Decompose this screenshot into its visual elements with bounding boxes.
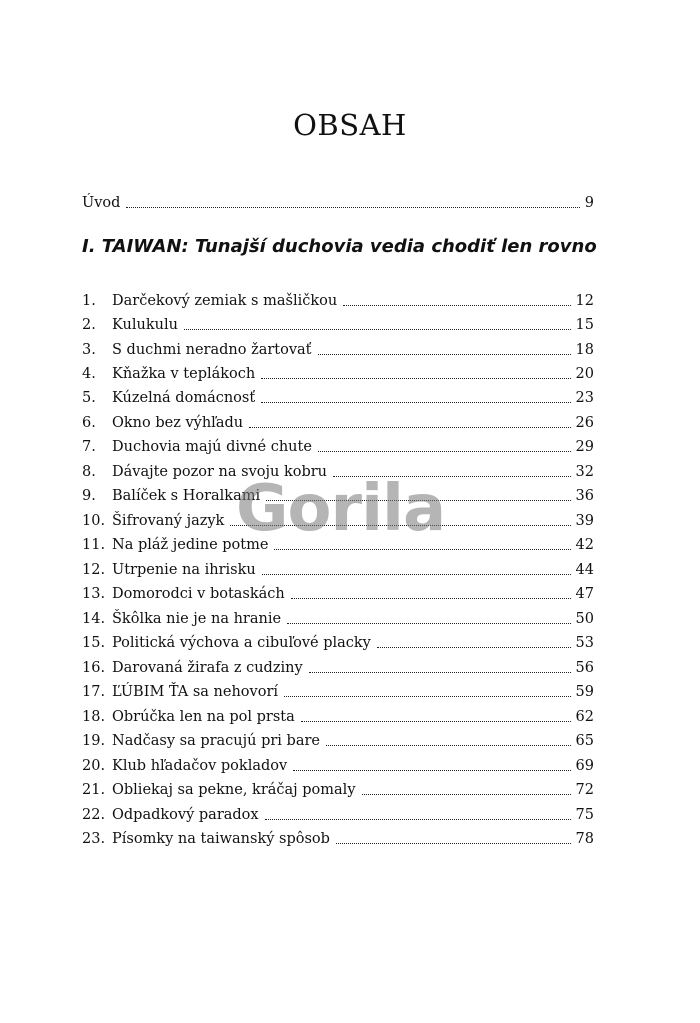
- toc-row: [82, 775, 594, 799]
- toc-row-title: Domorodci v botaskách: [112, 586, 285, 602]
- toc-row: [82, 824, 594, 848]
- toc-row-page: 72: [575, 782, 594, 798]
- dot-leader: [326, 745, 571, 746]
- toc-row: [82, 726, 594, 750]
- dot-leader: [362, 794, 571, 795]
- toc-row-title: Kňažka v teplákoch: [112, 366, 256, 382]
- toc-row-page: 42: [575, 537, 594, 553]
- toc-row-title: ĽÚBIM ŤA sa nehovorí: [112, 684, 279, 700]
- toc-row-number: 23.: [82, 831, 106, 847]
- toc-row-number: 18.: [82, 709, 106, 725]
- toc-row-number: 20.: [82, 758, 106, 774]
- dot-leader: [318, 451, 571, 452]
- dot-leader: [301, 721, 571, 722]
- watermark-logo: Gorila: [236, 472, 446, 546]
- toc-row-number: 12.: [82, 562, 106, 578]
- toc-row-page: 12: [575, 293, 594, 309]
- dot-leader: [284, 696, 571, 697]
- toc-row-number: 6.: [82, 415, 96, 431]
- dot-leader: [287, 623, 571, 624]
- dot-leader: [184, 329, 571, 330]
- toc-row: [82, 481, 594, 505]
- toc-row-number: 4.: [82, 366, 96, 382]
- toc-row: [82, 604, 594, 628]
- dot-leader: [265, 819, 571, 820]
- toc-row: [82, 677, 594, 701]
- toc-row-page: 53: [575, 635, 594, 651]
- toc-row-page: 75: [575, 807, 594, 823]
- toc-row-page: 65: [575, 733, 594, 749]
- toc-row-number: 10.: [82, 513, 106, 529]
- toc-row-number: 16.: [82, 660, 106, 676]
- dot-leader: [309, 672, 571, 673]
- toc-row-title: Škôlka nie je na hranie: [112, 611, 282, 627]
- toc-row-title: Obliekaj sa pekne, kráčaj pomaly: [112, 782, 356, 798]
- toc-row-number: 13.: [82, 586, 106, 602]
- toc-intro-page: 9: [584, 195, 594, 211]
- toc-row: [82, 383, 594, 407]
- toc-row-page: 59: [575, 684, 594, 700]
- toc-row: [82, 555, 594, 579]
- toc-row-number: 8.: [82, 464, 96, 480]
- toc-row-title: Utrpenie na ihrisku: [112, 562, 256, 578]
- toc-row-number: 5.: [82, 390, 96, 406]
- toc-row: [82, 310, 594, 334]
- toc-row: [82, 530, 594, 554]
- toc-row-page: 32: [575, 464, 594, 480]
- toc-row-number: 7.: [82, 439, 96, 455]
- toc-row-page: 18: [575, 342, 594, 358]
- toc-row-title: Obrúčka len na pol prsta: [112, 709, 295, 725]
- toc-row: [82, 579, 594, 603]
- toc-row: [82, 359, 594, 383]
- toc-row: [82, 751, 594, 775]
- dot-leader: [343, 305, 570, 306]
- toc-intro-row: [82, 188, 594, 212]
- section-heading: I. TAIWAN: Tunajší duchovia vedia chodiť len rovno: [82, 236, 597, 257]
- dot-leader: [126, 207, 579, 208]
- toc-row: [82, 457, 594, 481]
- dot-leader: [318, 354, 571, 355]
- toc-row-title: Písomky na taiwanský spôsob: [112, 831, 330, 847]
- dot-leader: [261, 402, 570, 403]
- toc-row-number: 3.: [82, 342, 96, 358]
- toc-row-title: Duchovia majú divné chute: [112, 439, 312, 455]
- dot-leader: [291, 598, 571, 599]
- toc-row-page: 69: [575, 758, 594, 774]
- toc-row-title: Kúzelná domácnosť: [112, 390, 256, 406]
- dot-leader: [377, 647, 571, 648]
- toc-row-title: Kulukulu: [112, 317, 178, 333]
- toc-row: [82, 506, 594, 530]
- toc-row: [82, 653, 594, 677]
- dot-leader: [230, 525, 570, 526]
- toc-row-number: 17.: [82, 684, 106, 700]
- toc-row-title: S duchmi neradno žartovať: [112, 342, 312, 358]
- toc-row: [82, 628, 594, 652]
- toc-row-number: 15.: [82, 635, 106, 651]
- toc-row-title: Šifrovaný jazyk: [112, 513, 225, 529]
- toc-row-title: Darčekový zemiak s mašličkou: [112, 293, 338, 309]
- toc-row-title: Odpadkový paradox: [112, 807, 259, 823]
- dot-leader: [262, 574, 571, 575]
- toc-row-number: 21.: [82, 782, 106, 798]
- toc-row: [82, 432, 594, 456]
- toc-row-number: 1.: [82, 293, 96, 309]
- page-title: OBSAH: [293, 108, 407, 142]
- toc-row-page: 56: [575, 660, 594, 676]
- toc-row-number: 19.: [82, 733, 106, 749]
- toc-row: [82, 702, 594, 726]
- toc-intro-label: Úvod: [82, 195, 121, 211]
- dot-leader: [261, 378, 570, 379]
- dot-leader: [293, 770, 570, 771]
- toc-row-page: 47: [575, 586, 594, 602]
- toc-row-number: 14.: [82, 611, 106, 627]
- toc-row: [82, 408, 594, 432]
- toc-row-title: Nadčasy sa pracujú pri bare: [112, 733, 320, 749]
- dot-leader: [274, 549, 570, 550]
- toc-row-title: Na pláž jedine potme: [112, 537, 269, 553]
- toc-row: [82, 335, 594, 359]
- toc-row-title: Dávajte pozor na svoju kobru: [112, 464, 328, 480]
- toc-row-title: Okno bez výhľadu: [112, 415, 244, 431]
- toc-row-title: Politická výchova a cibuľové placky: [112, 635, 371, 651]
- dot-leader: [333, 476, 571, 477]
- toc-row-title: Balíček s Horalkami: [112, 488, 261, 504]
- toc-row-page: 44: [575, 562, 594, 578]
- toc-row: [82, 800, 594, 824]
- toc-row-page: 39: [575, 513, 594, 529]
- toc-row-title: Klub hľadačov pokladov: [112, 758, 288, 774]
- toc-row-number: 2.: [82, 317, 96, 333]
- toc-row-page: 29: [575, 439, 594, 455]
- toc-row-page: 20: [575, 366, 594, 382]
- toc-row-page: 78: [575, 831, 594, 847]
- toc-row-page: 50: [575, 611, 594, 627]
- toc-row-page: 23: [575, 390, 594, 406]
- toc-row-title: Darovaná žirafa z cudziny: [112, 660, 303, 676]
- toc-row-number: 22.: [82, 807, 106, 823]
- dot-leader: [249, 427, 570, 428]
- toc-row-page: 62: [575, 709, 594, 725]
- toc-row-number: 11.: [82, 537, 106, 553]
- toc-row: [82, 286, 594, 310]
- toc-row-page: 15: [575, 317, 594, 333]
- dot-leader: [266, 500, 570, 501]
- toc-row-number: 9.: [82, 488, 96, 504]
- dot-leader: [336, 843, 571, 844]
- toc-row-page: 26: [575, 415, 594, 431]
- toc-row-page: 36: [575, 488, 594, 504]
